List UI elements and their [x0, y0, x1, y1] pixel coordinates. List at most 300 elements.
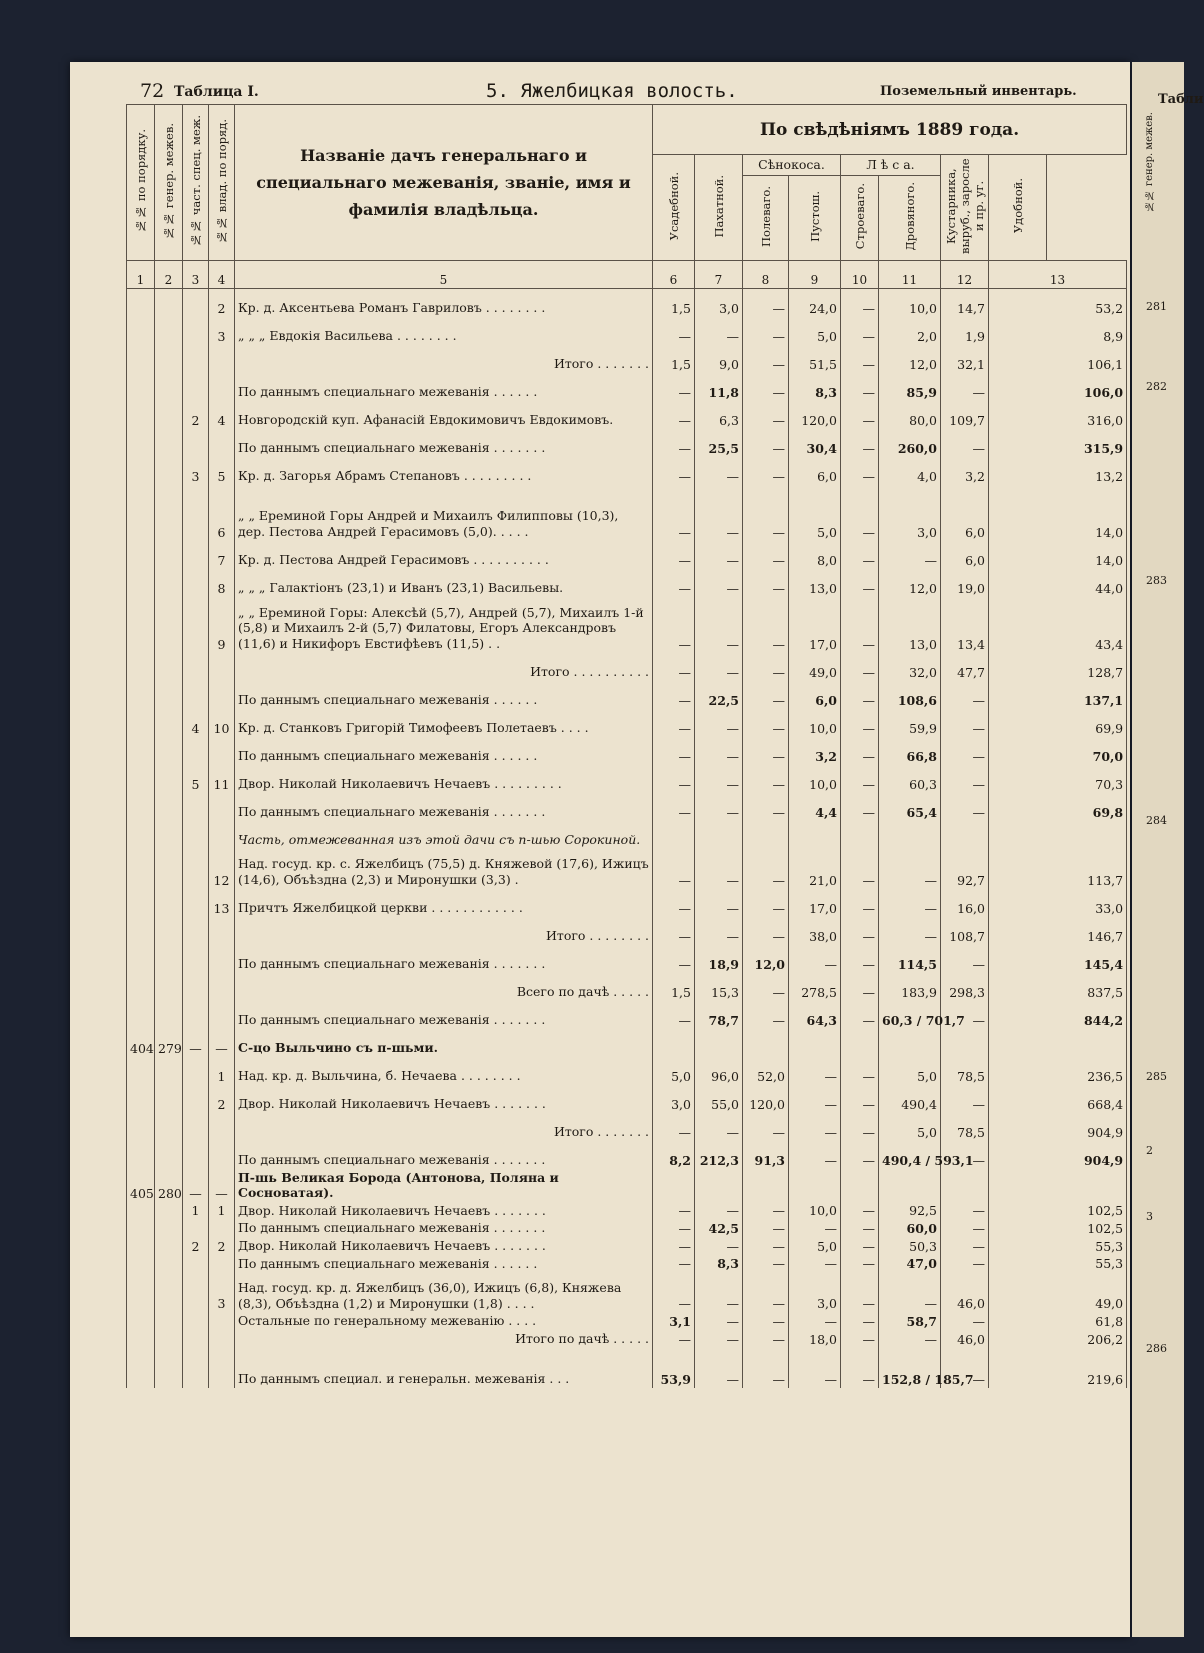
- row-c4-cell: [209, 1255, 235, 1273]
- row-value: —: [653, 317, 695, 345]
- row-value: —: [653, 569, 695, 597]
- row-value: —: [653, 1202, 695, 1220]
- row-c3-cell: [183, 945, 209, 973]
- row-value: 3,0: [653, 1085, 695, 1113]
- row-value: [989, 821, 1127, 849]
- table-row: [127, 681, 1127, 709]
- row-value: 3,0: [695, 289, 743, 317]
- row-c3-cell: [183, 373, 209, 401]
- row-value: 145,4: [989, 945, 1127, 973]
- row-value: —: [695, 485, 743, 541]
- row-value: 837,5: [989, 973, 1127, 1001]
- row-value: [841, 821, 879, 849]
- row-c2-cell: [155, 1113, 183, 1141]
- row-c1-cell: [127, 945, 155, 973]
- row-c3-cell: 4: [183, 709, 209, 737]
- row-value: 5,0: [789, 317, 841, 345]
- row-value: 33,0: [989, 889, 1127, 917]
- row-value: 108,7: [941, 917, 989, 945]
- row-c3-cell: [183, 973, 209, 1001]
- row-c4-cell: 3: [209, 1272, 235, 1312]
- row-value: —: [743, 597, 789, 653]
- row-value: [695, 1029, 743, 1057]
- table-row: [127, 1237, 1127, 1255]
- row-c3-cell: [183, 681, 209, 709]
- row-value: 15,3: [695, 973, 743, 1001]
- row-value: 12,0: [879, 569, 941, 597]
- row-value: —: [841, 401, 879, 429]
- row-value: —: [743, 1312, 789, 1330]
- row-value: [695, 821, 743, 849]
- row-value: 53,2: [989, 289, 1127, 317]
- row-value: [879, 821, 941, 849]
- row-c1-cell: [127, 317, 155, 345]
- row-value: —: [841, 945, 879, 973]
- table-row: [127, 569, 1127, 597]
- row-value: 46,0: [941, 1330, 989, 1348]
- row-value: —: [743, 1348, 789, 1388]
- row-value: 61,8: [989, 1312, 1127, 1330]
- col-header-12: Кустарника, выруб., заросле и пр. уг.: [941, 155, 989, 261]
- row-description: По даннымъ специальнаго межеванія . . . . . . .: [235, 1001, 653, 1029]
- row-value: —: [743, 765, 789, 793]
- column-number: 7: [695, 261, 743, 289]
- row-c4-cell: [209, 653, 235, 681]
- row-value: 13,2: [989, 457, 1127, 485]
- row-value: 106,1: [989, 345, 1127, 373]
- row-c2-cell: [155, 1085, 183, 1113]
- row-value: [841, 1169, 879, 1202]
- row-value: 49,0: [989, 1272, 1127, 1312]
- row-value: 50,3: [879, 1237, 941, 1255]
- row-value: 17,0: [789, 889, 841, 917]
- row-value: 904,9: [989, 1141, 1127, 1169]
- row-value: —: [743, 1001, 789, 1029]
- row-description: Кр. д. Аксентьева Романъ Гавриловъ . . . . . . . .: [235, 289, 653, 317]
- row-c1-cell: [127, 1348, 155, 1388]
- col-header-13: Удобной.: [989, 155, 1047, 261]
- row-c2-cell: [155, 821, 183, 849]
- table-row: [127, 709, 1127, 737]
- row-value: —: [653, 1237, 695, 1255]
- row-c1-cell: [127, 1001, 155, 1029]
- row-value: 490,4: [879, 1085, 941, 1113]
- row-value: —: [653, 1272, 695, 1312]
- row-value: —: [695, 1202, 743, 1220]
- row-c3-cell: [183, 1330, 209, 1348]
- row-c2-cell: 279: [155, 1029, 183, 1057]
- row-description: П-шь Великая Борода (Антонова, Поляна и Сосноватая).: [235, 1169, 653, 1202]
- row-value: —: [743, 1330, 789, 1348]
- row-description: Итого . . . . . . .: [235, 345, 653, 373]
- row-c3-cell: [183, 1272, 209, 1312]
- row-c4-cell: [209, 737, 235, 765]
- row-value: —: [653, 485, 695, 541]
- row-description: Причтъ Яжелбицкой церкви . . . . . . . . . . . .: [235, 889, 653, 917]
- row-c1-cell: [127, 709, 155, 737]
- row-c3-cell: [183, 1001, 209, 1029]
- row-value: —: [653, 597, 695, 653]
- table-row: [127, 793, 1127, 821]
- row-value: —: [941, 709, 989, 737]
- row-c4-cell: [209, 1330, 235, 1348]
- row-value: —: [841, 1001, 879, 1029]
- row-c3-cell: [183, 737, 209, 765]
- row-value: 60,0: [879, 1219, 941, 1237]
- row-description: Кр. д. Пестова Андрей Герасимовъ . . . . . . . . . .: [235, 541, 653, 569]
- row-value: 5,0: [653, 1057, 695, 1085]
- row-c4-cell: 4: [209, 401, 235, 429]
- row-value: [653, 1169, 695, 1202]
- row-c2-cell: [155, 1237, 183, 1255]
- row-value: 49,0: [789, 653, 841, 681]
- row-value: —: [841, 849, 879, 889]
- row-c4-cell: 8: [209, 569, 235, 597]
- row-value: —: [841, 737, 879, 765]
- row-c3-cell: [183, 793, 209, 821]
- edge-number: 282: [1146, 380, 1167, 393]
- row-c3-cell: [183, 569, 209, 597]
- row-value: —: [695, 1237, 743, 1255]
- table-row: [127, 653, 1127, 681]
- row-description: По даннымъ специальнаго межеванія . . . . . .: [235, 737, 653, 765]
- row-c3-cell: [183, 1141, 209, 1169]
- edge-number: 285: [1146, 1070, 1167, 1083]
- row-c2-cell: [155, 457, 183, 485]
- row-value: 5,0: [789, 1237, 841, 1255]
- table-row: [127, 917, 1127, 945]
- row-value: 55,3: [989, 1255, 1127, 1273]
- row-c3-cell: 1: [183, 1202, 209, 1220]
- row-c2-cell: 280: [155, 1169, 183, 1202]
- row-c3-cell: [183, 1255, 209, 1273]
- column-number: 4: [209, 261, 235, 289]
- row-value: [941, 1169, 989, 1202]
- col-header-8: Полеваго.: [743, 175, 789, 260]
- inventory-table: [126, 104, 1127, 1388]
- table-row: [127, 1312, 1127, 1330]
- row-value: 69,9: [989, 709, 1127, 737]
- row-c4-cell: [209, 681, 235, 709]
- row-c3-cell: [183, 821, 209, 849]
- row-value: 25,5: [695, 429, 743, 457]
- row-value: [841, 1029, 879, 1057]
- row-value: —: [653, 681, 695, 709]
- row-value: —: [695, 569, 743, 597]
- row-description: По даннымъ специальнаго межеванія . . . . . .: [235, 681, 653, 709]
- row-description: Кр. д. Загорья Абрамъ Степановъ . . . . . . . . .: [235, 457, 653, 485]
- row-value: —: [841, 765, 879, 793]
- row-c1-cell: [127, 345, 155, 373]
- row-description: „ „ Ереминой Горы: Алексѣй (5,7), Андрей (5,7), Михаилъ 1-й (5,8) и Михаилъ 2-й (5,7) Филатовы, Егоръ Александровъ (11,6) и Никифоръ Евстифѣевъ (11,5) . .: [235, 597, 653, 653]
- row-value: [989, 1029, 1127, 1057]
- row-description: По даннымъ специальнаго межеванія . . . . . . .: [235, 429, 653, 457]
- row-value: —: [743, 1113, 789, 1141]
- row-value: —: [941, 793, 989, 821]
- row-value: —: [879, 541, 941, 569]
- row-value: 38,0: [789, 917, 841, 945]
- table-row: [127, 1255, 1127, 1273]
- col-header-4: №№ влад. по поряд.: [209, 105, 235, 261]
- row-value: 120,0: [743, 1085, 789, 1113]
- table-row: [127, 401, 1127, 429]
- row-value: 6,0: [789, 457, 841, 485]
- table-label: Таблица I.: [174, 84, 259, 100]
- row-value: —: [743, 1219, 789, 1237]
- edge-number: 2: [1146, 1144, 1153, 1157]
- row-value: —: [743, 1272, 789, 1312]
- row-value: 12,0: [743, 945, 789, 973]
- adjacent-page-edge: [1132, 62, 1204, 1637]
- row-value: —: [743, 793, 789, 821]
- row-c4-cell: 12: [209, 849, 235, 889]
- row-c3-cell: [183, 889, 209, 917]
- row-description: Над. кр. д. Выльчина, б. Нечаева . . . . . . . .: [235, 1057, 653, 1085]
- row-value: 108,6: [879, 681, 941, 709]
- row-value: —: [941, 1312, 989, 1330]
- row-value: —: [695, 1312, 743, 1330]
- edge-col-label: №№ генер. межев.: [1144, 112, 1155, 212]
- row-description: „ „ „ Галактіонъ (23,1) и Иванъ (23,1) Васильевы.: [235, 569, 653, 597]
- row-value: 13,4: [941, 597, 989, 653]
- row-value: 44,0: [989, 569, 1127, 597]
- row-value: 60,3 / 701,7: [879, 1001, 941, 1029]
- row-value: —: [941, 1255, 989, 1273]
- row-value: —: [941, 945, 989, 973]
- row-value: —: [743, 973, 789, 1001]
- row-value: 212,3: [695, 1141, 743, 1169]
- row-c2-cell: [155, 681, 183, 709]
- row-description: Двор. Николай Николаевичъ Нечаевъ . . . . . . .: [235, 1202, 653, 1220]
- row-value: 668,4: [989, 1085, 1127, 1113]
- row-value: —: [789, 1312, 841, 1330]
- row-c4-cell: —: [209, 1169, 235, 1202]
- row-value: —: [841, 373, 879, 401]
- row-value: 8,3: [695, 1255, 743, 1273]
- row-value: —: [695, 889, 743, 917]
- row-value: 14,7: [941, 289, 989, 317]
- row-value: —: [743, 709, 789, 737]
- row-c2-cell: [155, 917, 183, 945]
- row-c1-cell: [127, 541, 155, 569]
- table-row: [127, 973, 1127, 1001]
- row-value: —: [743, 541, 789, 569]
- row-c3-cell: [183, 1057, 209, 1085]
- row-value: —: [841, 1202, 879, 1220]
- row-c1-cell: [127, 765, 155, 793]
- row-value: —: [695, 597, 743, 653]
- row-value: 1,5: [653, 289, 695, 317]
- row-value: 2,0: [879, 317, 941, 345]
- row-value: 8,9: [989, 317, 1127, 345]
- row-value: —: [695, 457, 743, 485]
- row-value: [941, 1029, 989, 1057]
- table-row: [127, 1113, 1127, 1141]
- row-c1-cell: [127, 1330, 155, 1348]
- row-value: —: [695, 1330, 743, 1348]
- row-value: 22,5: [695, 681, 743, 709]
- row-value: 32,1: [941, 345, 989, 373]
- edge-number: 283: [1146, 574, 1167, 587]
- row-c3-cell: [183, 345, 209, 373]
- row-value: —: [653, 709, 695, 737]
- row-value: 106,0: [989, 373, 1127, 401]
- row-value: —: [743, 849, 789, 889]
- row-value: —: [841, 569, 879, 597]
- col-header-3: №№ част. спец. меж.: [183, 105, 209, 261]
- row-value: —: [841, 541, 879, 569]
- row-value: —: [841, 1237, 879, 1255]
- row-value: —: [695, 793, 743, 821]
- row-value: —: [789, 945, 841, 973]
- table-row: [127, 457, 1127, 485]
- row-value: —: [941, 1085, 989, 1113]
- row-value: 18,0: [789, 1330, 841, 1348]
- row-c3-cell: [183, 541, 209, 569]
- row-value: —: [653, 737, 695, 765]
- row-value: —: [653, 1219, 695, 1237]
- row-value: 236,5: [989, 1057, 1127, 1085]
- row-value: 60,3: [879, 765, 941, 793]
- row-value: —: [841, 1085, 879, 1113]
- row-value: —: [941, 1237, 989, 1255]
- row-value: —: [789, 1141, 841, 1169]
- row-value: 78,7: [695, 1001, 743, 1029]
- row-value: [989, 1169, 1127, 1202]
- row-c2-cell: [155, 429, 183, 457]
- row-value: —: [841, 917, 879, 945]
- row-value: —: [653, 1001, 695, 1029]
- page-number: 72: [140, 80, 165, 102]
- row-c1-cell: [127, 1202, 155, 1220]
- row-value: —: [743, 485, 789, 541]
- row-value: 32,0: [879, 653, 941, 681]
- row-value: —: [841, 793, 879, 821]
- row-value: 3,2: [789, 737, 841, 765]
- row-c4-cell: 1: [209, 1202, 235, 1220]
- row-value: 4,4: [789, 793, 841, 821]
- row-value: 102,5: [989, 1219, 1127, 1237]
- row-value: —: [789, 1348, 841, 1388]
- row-value: —: [653, 793, 695, 821]
- row-c3-cell: [183, 597, 209, 653]
- row-value: —: [841, 1113, 879, 1141]
- table-row: [127, 1202, 1127, 1220]
- row-description: Итого . . . . . . . . . .: [235, 653, 653, 681]
- row-c4-cell: 3: [209, 317, 235, 345]
- row-c1-cell: [127, 373, 155, 401]
- column-number: 9: [789, 261, 841, 289]
- table-row: [127, 1001, 1127, 1029]
- row-value: 113,7: [989, 849, 1127, 889]
- row-c4-cell: 2: [209, 289, 235, 317]
- row-value: [743, 1029, 789, 1057]
- row-value: —: [841, 1348, 879, 1388]
- row-value: 66,8: [879, 737, 941, 765]
- row-c2-cell: [155, 1219, 183, 1237]
- row-c1-cell: [127, 1057, 155, 1085]
- row-c3-cell: [183, 1085, 209, 1113]
- row-c2-cell: [155, 765, 183, 793]
- row-description: По даннымъ специал. и генеральн. межеванія . . .: [235, 1348, 653, 1388]
- row-value: 78,5: [941, 1057, 989, 1085]
- row-c2-cell: [155, 793, 183, 821]
- row-c2-cell: [155, 401, 183, 429]
- table-row: [127, 317, 1127, 345]
- row-value: 298,3: [941, 973, 989, 1001]
- row-value: 12,0: [879, 345, 941, 373]
- row-c4-cell: [209, 821, 235, 849]
- table-row: [127, 541, 1127, 569]
- row-value: 219,6: [989, 1348, 1127, 1388]
- row-value: 3,1: [653, 1312, 695, 1330]
- row-value: —: [841, 1272, 879, 1312]
- row-value: 5,0: [789, 485, 841, 541]
- row-value: 70,3: [989, 765, 1127, 793]
- row-description: По даннымъ специальнаго межеванія . . . . . . .: [235, 1219, 653, 1237]
- row-c4-cell: [209, 1001, 235, 1029]
- row-value: 59,9: [879, 709, 941, 737]
- row-value: 65,4: [879, 793, 941, 821]
- row-value: —: [841, 1141, 879, 1169]
- row-value: 96,0: [695, 1057, 743, 1085]
- row-c3-cell: 2: [183, 401, 209, 429]
- row-c1-cell: [127, 569, 155, 597]
- row-value: 17,0: [789, 597, 841, 653]
- row-value: —: [743, 429, 789, 457]
- table-row: [127, 1057, 1127, 1085]
- row-value: —: [743, 401, 789, 429]
- row-description: Над. госуд. кр. д. Яжелбицъ (36,0), Ижицъ (6,8), Княжева (8,3), Объѣздна (1,2) и Миронушки (1,8) . . . .: [235, 1272, 653, 1312]
- row-c2-cell: [155, 345, 183, 373]
- row-c3-cell: [183, 289, 209, 317]
- row-value: 10,0: [879, 289, 941, 317]
- column-number: 1: [127, 261, 155, 289]
- row-value: —: [653, 765, 695, 793]
- row-c4-cell: —: [209, 1029, 235, 1057]
- row-c3-cell: [183, 917, 209, 945]
- row-value: 30,4: [789, 429, 841, 457]
- row-value: —: [841, 1330, 879, 1348]
- row-value: —: [789, 1219, 841, 1237]
- col-header-2: №№ генер. межев.: [155, 105, 183, 261]
- column-number: 12: [941, 261, 989, 289]
- row-value: 206,2: [989, 1330, 1127, 1348]
- table-row: [127, 849, 1127, 889]
- row-c4-cell: 11: [209, 765, 235, 793]
- row-c1-cell: [127, 1219, 155, 1237]
- row-value: 9,0: [695, 345, 743, 373]
- row-value: [879, 1029, 941, 1057]
- row-value: —: [941, 1348, 989, 1388]
- row-value: —: [695, 917, 743, 945]
- row-value: —: [941, 1202, 989, 1220]
- row-c2-cell: [155, 737, 183, 765]
- row-description: По даннымъ специальнаго межеванія . . . . . .: [235, 1255, 653, 1273]
- row-c3-cell: [183, 1219, 209, 1237]
- row-c2-cell: [155, 1330, 183, 1348]
- row-c4-cell: 1: [209, 1057, 235, 1085]
- row-c4-cell: 6: [209, 485, 235, 541]
- table-row: [127, 345, 1127, 373]
- row-value: —: [841, 597, 879, 653]
- row-value: —: [841, 429, 879, 457]
- row-c3-cell: [183, 485, 209, 541]
- row-value: [789, 1169, 841, 1202]
- col-header-9: Пустош.: [789, 175, 841, 260]
- row-value: 58,7: [879, 1312, 941, 1330]
- row-c3-cell: [183, 317, 209, 345]
